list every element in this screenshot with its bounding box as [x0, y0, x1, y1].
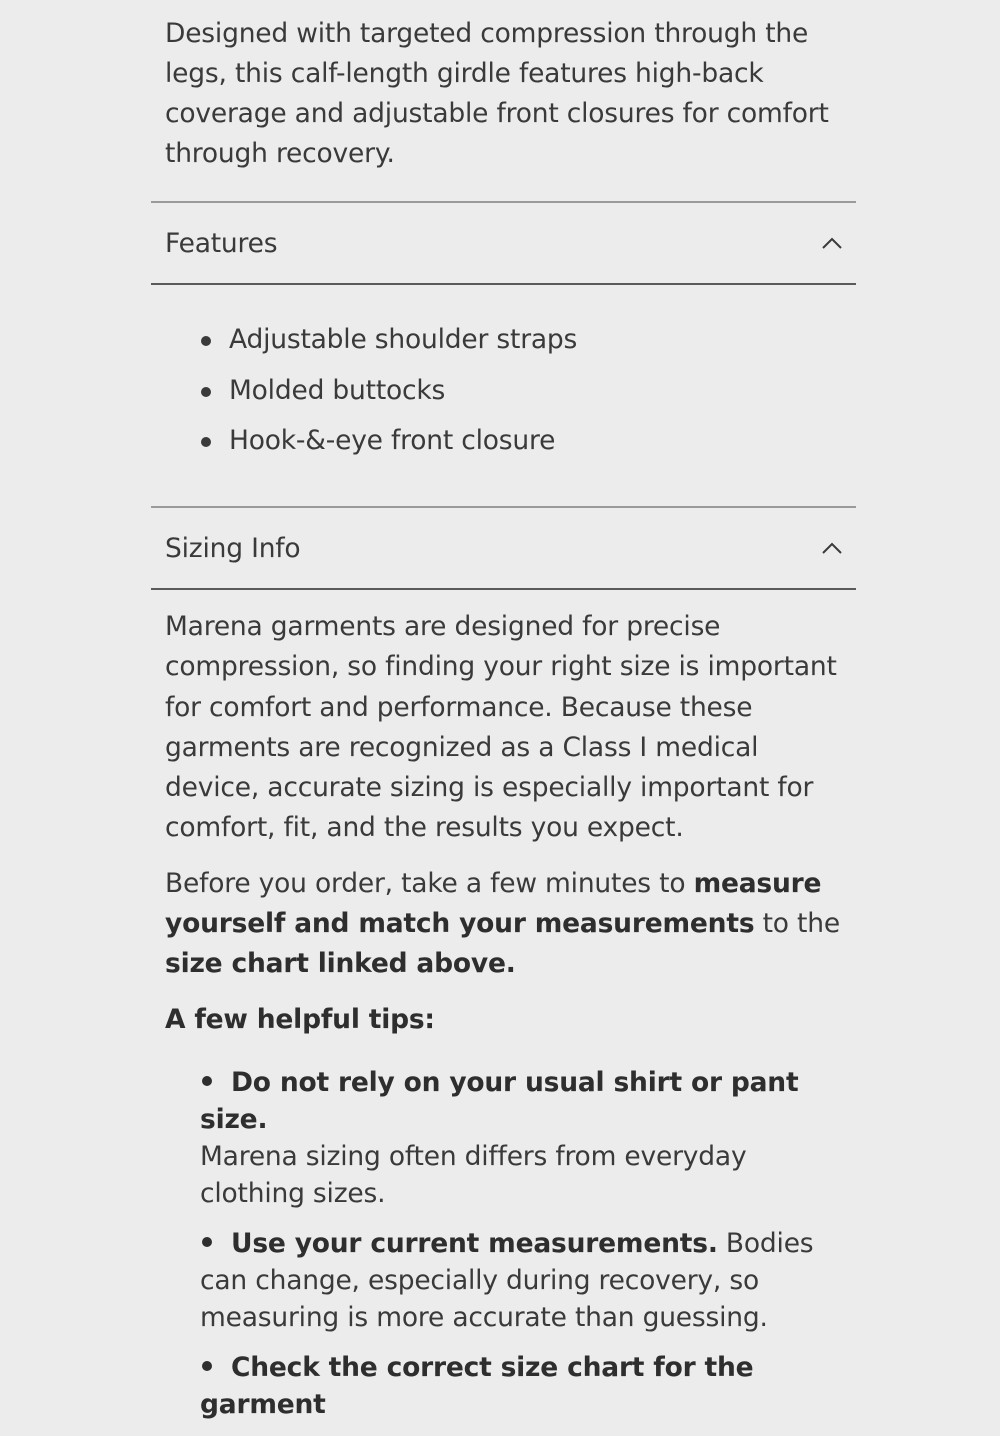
list-item: Hook-&-eye front closure	[199, 416, 856, 467]
list-item	[200, 1064, 842, 1212]
tip-title: Check the correct size chart for the garment	[200, 1351, 754, 1420]
accordion-title-features: Features	[165, 227, 278, 259]
features-panel	[151, 285, 856, 506]
list-item: Molded buttocks	[199, 366, 856, 417]
emphasis-text: measure yourself and match your measurements	[165, 867, 822, 940]
tip-text: Marena sizing often differs from everyday clothing sizes.	[200, 1140, 747, 1209]
sizing-panel	[151, 590, 856, 1423]
accordion-header-features[interactable]	[151, 203, 856, 283]
text-segment: Before you order, take a few minutes to	[165, 867, 694, 899]
product-description: Designed with targeted compression through the legs, this calf-length girdle features high-back coverage and adjustable front closures for comfort through recovery.	[165, 18, 829, 169]
tip-title: Do not rely on your usual shirt or pant size.	[200, 1066, 799, 1135]
sizing-order-paragraph	[165, 864, 842, 985]
chevron-up-icon[interactable]	[820, 231, 844, 255]
accordion-header-sizing[interactable]	[151, 508, 856, 588]
emphasis-text: size chart linked above.	[165, 948, 516, 980]
product-details	[151, 0, 856, 1436]
text-segment: to the	[754, 908, 840, 940]
chevron-up-icon[interactable]	[820, 536, 844, 560]
bullet	[202, 1361, 212, 1371]
list-item: Adjustable shoulder straps	[199, 315, 856, 366]
tip-text: Bodies can change, especially during recovery, so measuring is more accurate than guessing.	[200, 1227, 814, 1333]
bullet	[202, 1076, 212, 1086]
tips-list	[165, 1064, 842, 1423]
sizing-paragraph: Marena garments are designed for precise compression, so finding your right size is important for comfort and performance. Because these garments are recognized as a Class I medical device, accurate sizing is especially important for comfort, fit, and the results you expect.	[165, 611, 837, 844]
tip-title: Use your current measurements.	[231, 1227, 718, 1259]
list-item	[200, 1225, 842, 1336]
accordion-title-sizing: Sizing Info	[165, 532, 301, 564]
bullet	[202, 1237, 212, 1247]
tips-heading: A few helpful tips:	[165, 1003, 435, 1035]
list-item	[200, 1349, 842, 1423]
features-list	[151, 315, 856, 467]
